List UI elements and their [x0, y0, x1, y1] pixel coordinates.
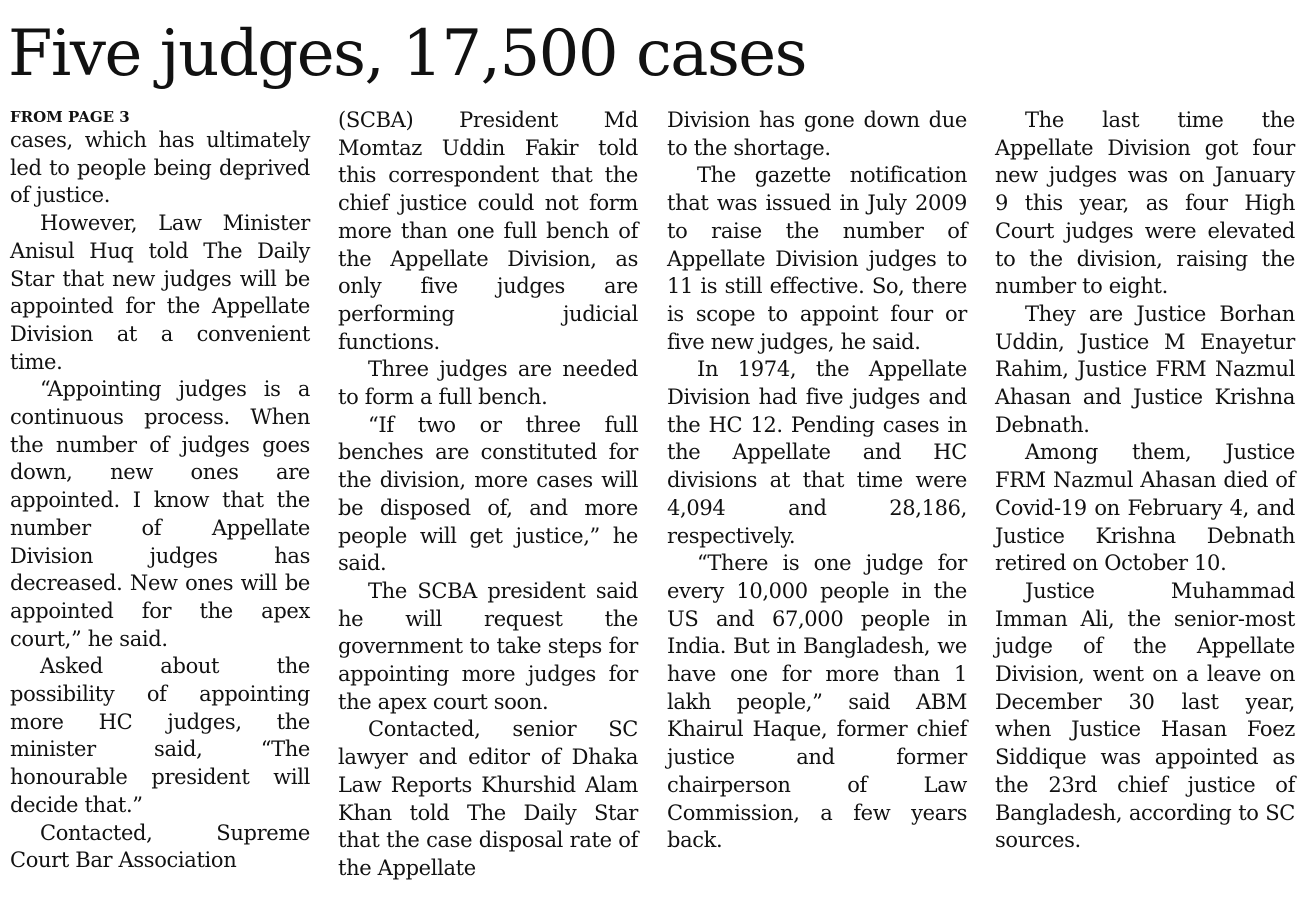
paragraph: Among them, Justice FRM Nazmul Ahasan died of Covid-19 on February 4, and Justice Krishna Debnath retired on October 10. — [995, 440, 1295, 576]
paragraph: Contacted, senior SC lawyer and editor of Dhaka Law Reports Khurshid Alam Khan told The Daily Star that the case disposal rate of the Appellate — [338, 717, 638, 880]
paragraph: Three judges are needed to form a full bench. — [338, 357, 638, 410]
paragraph: “If two or three full benches are constituted for the division, more cases will be disposed of, and more people will get justice,” he said. — [338, 412, 638, 576]
paragraph: The last time the Appellate Division got four new judges was on January 9 this year, as four High Court judges were elevated to the division, raising the number to eight. — [995, 108, 1295, 299]
article-column-2 — [338, 107, 638, 883]
article-column-4 — [995, 107, 1295, 855]
paragraph: Contacted, Supreme Court Bar Association — [10, 820, 310, 873]
continuation-kicker: FROM PAGE 3 — [10, 108, 130, 126]
paragraph: Asked about the possibility of appointing more HC judges, the minister said, “The honourable president will decide that.” — [10, 654, 310, 817]
paragraph: The gazette notification that was issued in July 2009 to raise the number of Appellate Division judges to 11 is still effective. So, there is scope to appoint four or five new judges, he said. — [667, 163, 967, 354]
paragraph: “Appointing judges is a continuous process. When the number of judges goes down, new ones are appointed. I know that the number of Appellate Division judges has decreased. New ones will be appointed for the apex court,” he said. — [10, 377, 310, 651]
paragraph: (SCBA) President Md Momtaz Uddin Fakir told this correspondent that the chief justice could not form more than one full bench of the Appellate Division, as only five judges are performing judicial functions. — [338, 108, 638, 354]
article-column-3 — [667, 107, 967, 855]
paragraph: “There is one judge for every 10,000 people in the US and 67,000 people in India. But in Bangladesh, we have one for more than 1 lakh people,” said ABM Khairul Haque, former chief justice and former chairperson of Law Commission, a few years back. — [667, 551, 967, 853]
paragraph: They are Justice Borhan Uddin, Justice M Enayetur Rahim, Justice FRM Nazmul Ahasan and Justice Krishna Debnath. — [995, 301, 1295, 437]
paragraph: However, Law Minister Anisul Huq told The Daily Star that new judges will be appointed for the Appellate Division at a convenient time. — [10, 211, 310, 374]
article-column-1 — [10, 107, 310, 875]
paragraph: Division has gone down due to the shortage. — [667, 108, 967, 160]
paragraph: cases, which has ultimately led to people being deprived of justice. — [10, 128, 310, 208]
paragraph: Justice Muhammad Imman Ali, the senior-most judge of the Appellate Division, went on a leave on December 30 last year, when Justice Hasan Foez Siddique was appointed as the 23rd chief justice of Bangladesh, according to SC sources. — [995, 578, 1295, 853]
headline: Five judges, 17,500 cases — [8, 17, 806, 91]
paragraph: The SCBA president said he will request the government to take steps for appointing more judges for the apex court soon. — [338, 578, 638, 714]
paragraph: In 1974, the Appellate Division had five judges and the HC 12. Pending cases in the Appellate and HC divisions at that time were 4,094 and 28,186, respectively. — [667, 357, 967, 548]
